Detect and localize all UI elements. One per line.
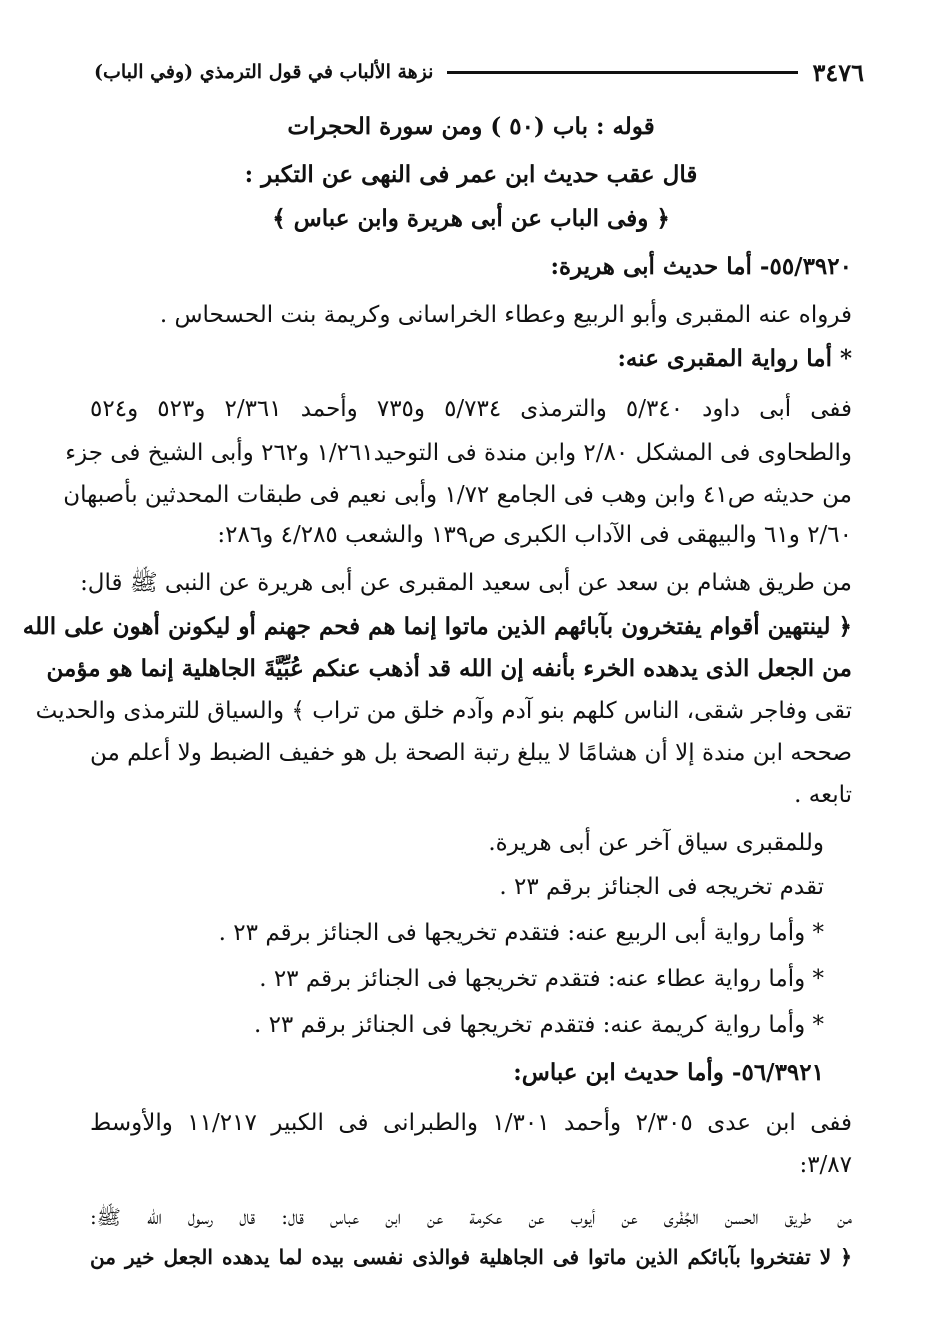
page-number: ٣٤٧٦ [812, 57, 864, 87]
running-title: نزهة الألباب في قول الترمذي (وفي الباب) [94, 61, 434, 83]
body-line: وللمقبرى سياق آخر عن أبى هريرة. [488, 830, 824, 856]
hadith-text-line: ﴿ لا تفتخروا بآبائكم الذين ماتوا فى الجاهلية فوالذى نفسى بيده لما يدهده الجعل خير من [90, 1245, 852, 1269]
hadith-text-line: من الجعل الذى يدهده الخرء بأنفه إن الله قد أذهب عنكم عُبِّيَّةَ الجاهلية إنما هو مؤمن [46, 655, 852, 682]
body-line: تابعه . [794, 782, 852, 808]
body-line: من حديثه ص٤١ وابن وهب فى الجامع ١/٧٢ وأبى نعيم فى طبقات المحدثين بأصبهان [63, 482, 852, 508]
section-line-ata: * وأما رواية عطاء عنه: فتقدم تخريجها فى الجنائز برقم ٢٣ . [259, 966, 824, 992]
body-line: صححه ابن مندة إلا أن هشامًا لا يبلغ رتبة الصحة بل هو خفيف الضبط ولا أعلم من [90, 740, 852, 766]
chapter-heading: قوله : باب (٥٠ ) ومن سورة الحجرات [287, 113, 655, 140]
hadith-heading-ibn-abbas: ٥٦/٣٩٢١- وأما حديث ابن عباس: [513, 1059, 824, 1086]
body-line: ٢/٦٠ و٦١ والبيهقى فى الآداب الكبرى ص١٣٩ والشعب ٤/٢٨٥ و٢٨٦: [217, 522, 852, 548]
body-line: ففى أبى داود ٥/٣٤٠ والترمذى ٥/٧٣٤ و٧٣٥ وأحمد ٢/٣٦١ و٥٢٣ و٥٢٤ [90, 396, 852, 422]
body-line: ٣/٨٧: [799, 1152, 852, 1178]
section-line-abu-al-rabi: * وأما رواية أبى الربيع عنه: فتقدم تخريجها فى الجنائز برقم ٢٣ . [218, 920, 824, 946]
body-line: تقدم تخريجه فى الجنائز برقم ٢٣ . [499, 874, 824, 900]
body-line: من طريق الحسن الجُفْرى عن أيوب عن عكرمة عن ابن عباس قال: قال رسول الله ﷺ: [90, 1205, 853, 1229]
subheading: قال عقب حديث ابن عمر فى النهى عن التكبر : [244, 161, 698, 188]
page-header [94, 52, 864, 92]
body-line: ففى ابن عدى ٢/٣٠٥ وأحمد ١/٣٠١ والطبرانى فى الكبير ١١/٢١٧ والأوسط [90, 1110, 852, 1136]
body-line: فرواه عنه المقبرى وأبو الربيع وعطاء الخراسانى وكريمة بنت الحسحاس . [159, 302, 852, 328]
hadith-text-line: ﴿ لينتهين أقوام يفتخرون بآبائهم الذين ماتوا إنما هم فحم جهنم أو ليكونن أهون على الله [22, 613, 852, 640]
hadith-text-line: تقى وفاجر شقى، الناس كلهم بنو آدم وآدم خلق من تراب ﴾ والسياق للترمذى والحديث [35, 698, 852, 724]
section-heading: * أما رواية المقبرى عنه: [617, 345, 852, 372]
header-rule [447, 71, 798, 74]
hadith-heading-abu-hurayra: ٥٥/٣٩٢٠- أما حديث أبى هريرة: [550, 253, 852, 280]
subheading-quote: ﴿ وفى الباب عن أبى هريرة وابن عباس ﴾ [272, 205, 670, 232]
section-line-karima: * وأما رواية كريمة عنه: فتقدم تخريجها فى الجنائز برقم ٢٣ . [253, 1012, 824, 1038]
body-line: والطحاوى فى المشكل ٢/٨٠ وابن مندة فى التوحيد١/٢٦١ و٢٦٢ وأبى الشيخ فى جزء [65, 440, 852, 466]
body-line: من طريق هشام بن سعد عن أبى سعيد المقبرى عن أبى هريرة عن النبى ﷺ قال: [80, 570, 852, 596]
